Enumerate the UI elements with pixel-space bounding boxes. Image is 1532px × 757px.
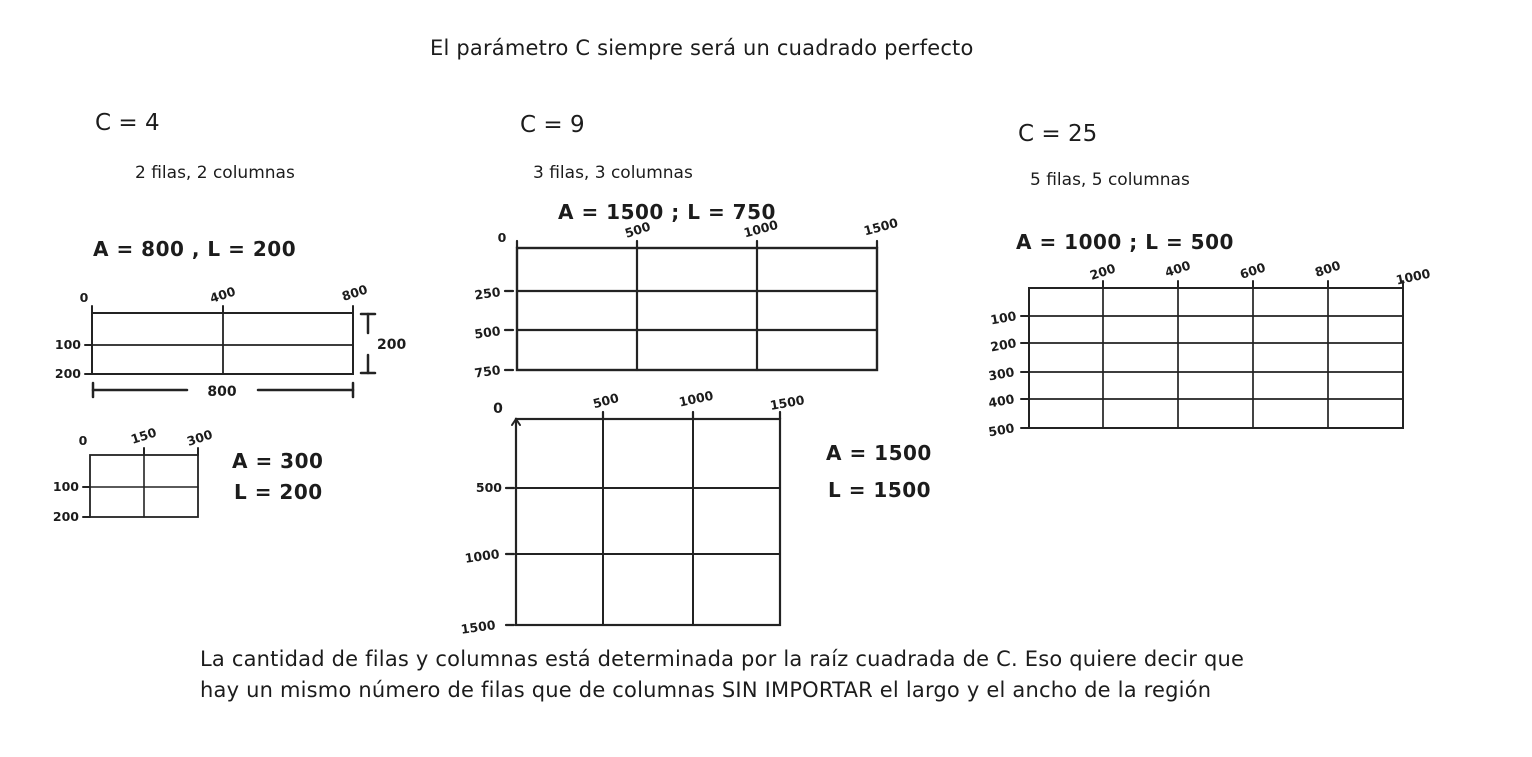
c9-area-label: A = 1500 [826, 441, 932, 465]
footer-line-2: hay un mismo número de filas que de columnas SIN IMPORTAR el largo y el ancho de la región [200, 678, 1212, 702]
footer-line-1: La cantidad de filas y columnas está determinada por la raíz cuadrada de C. Eso quiere decir que [200, 647, 1245, 671]
c4-grid-bottom [52, 423, 230, 528]
x-tick-label: 1000 [742, 216, 780, 241]
c4-grid-top [54, 281, 407, 418]
x-tick-label: 200 [1087, 260, 1118, 283]
grid-border [517, 248, 877, 370]
y-tick-label: 200 [52, 509, 79, 524]
c4-rows-cols-label: 2 filas, 2 columnas [135, 163, 295, 183]
y-tick-label: 1500 [459, 617, 497, 637]
x-tick-label: 1000 [677, 387, 715, 410]
grid-border [516, 419, 780, 625]
y-tick-label: 500 [475, 480, 502, 495]
footer-note [200, 644, 1244, 706]
height-dimension-label: 200 [377, 337, 407, 353]
c9-grid-top [455, 216, 930, 386]
y-tick-label: 250 [473, 284, 502, 303]
c9-rows-cols-label: 3 filas, 3 columnas [533, 163, 693, 183]
c25-heading: C = 25 [1018, 121, 1098, 147]
c9-params-label: A = 1500 ; L = 750 [558, 200, 776, 224]
x-tick-label: 1500 [768, 392, 806, 413]
x-tick-label: 1000 [1394, 265, 1432, 288]
c4-params-label: A = 800 , L = 200 [93, 237, 297, 261]
x-tick-label: 0 [79, 290, 89, 305]
c4-area-label: A = 300 [232, 449, 324, 473]
c4-heading: C = 4 [95, 110, 160, 136]
x-tick-label: 0 [493, 401, 503, 417]
page-title: El parámetro C siempre será un cuadrado perfecto [430, 36, 974, 60]
c4-length-label: L = 200 [234, 480, 323, 504]
y-tick-label: 500 [987, 420, 1016, 440]
x-tick-label: 150 [128, 424, 159, 447]
c25-rows-cols-label: 5 filas, 5 columnas [1030, 170, 1190, 190]
y-tick-label: 100 [54, 337, 81, 352]
c25-params-label: A = 1000 ; L = 500 [1016, 230, 1234, 254]
c9-grid-bottom [440, 387, 810, 641]
grid-border [1029, 288, 1403, 428]
c25-grid [970, 254, 1475, 449]
width-dimension-label: 800 [207, 384, 237, 400]
x-tick-label: 800 [1312, 257, 1343, 280]
y-tick-label: 100 [989, 308, 1018, 328]
y-tick-label: 400 [987, 391, 1016, 411]
x-tick-label: 500 [622, 218, 653, 241]
x-tick-label: 0 [78, 433, 88, 448]
y-tick-label: 500 [473, 323, 502, 342]
c9-length-label: L = 1500 [828, 478, 932, 502]
x-tick-label: 600 [1237, 259, 1268, 282]
y-tick-label: 200 [989, 335, 1018, 355]
y-tick-label: 100 [52, 479, 79, 494]
x-tick-label: 0 [497, 230, 507, 245]
y-tick-label: 200 [54, 366, 81, 381]
y-tick-label: 300 [987, 364, 1016, 384]
x-tick-label: 400 [207, 283, 238, 306]
x-tick-label: 800 [339, 281, 370, 304]
y-tick-label: 1000 [463, 546, 501, 566]
x-tick-label: 1500 [862, 214, 900, 239]
c9-heading: C = 9 [520, 112, 585, 138]
x-tick-label: 500 [591, 390, 621, 412]
x-tick-label: 400 [1162, 257, 1193, 280]
x-tick-label: 300 [184, 426, 215, 449]
y-tick-label: 750 [473, 362, 502, 381]
